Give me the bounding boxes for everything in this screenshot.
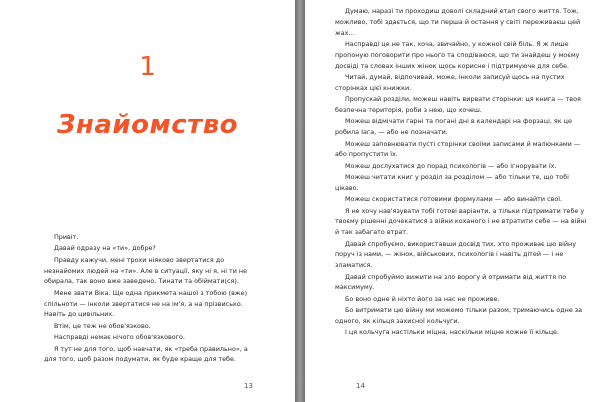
- left-page: [0, 0, 295, 402]
- paragraph: Я тут не для того, щоб навчати, як «треба правильно», а для того, щоб разом подумати, як буде краще для тебе.: [44, 344, 248, 364]
- paragraph: Можеш читати книг у розділ за розділом — або тільки те, що тобі цікаво.: [335, 173, 569, 192]
- paragraph: Давай одразу на «ти», добре?: [54, 244, 156, 253]
- paragraph: Я не хочу нав'язувати тобі готові варіанти, а тільки підтримати тебе у твоєму рішенні дочекатися з війни коханого і не втратити себе — на війні й так забагато втрат.: [335, 206, 587, 237]
- paragraph: Бо воно одне й ніхто його за нас не проживе.: [345, 294, 500, 303]
- paragraph: Пропускай розділи, можеш навіть вирвати сторінки: ця книга — твоя безпечна територія, роби з нею, що хочеш.: [335, 95, 581, 114]
- paragraph: Привіт.: [54, 233, 79, 241]
- paragraph: Можеш відмічати гарні та погані дні в календарі на форзаці, як це робила Іага, — або не позначати.: [335, 117, 572, 137]
- paragraph: Насправді немає нічого обов'язкового.: [54, 333, 185, 342]
- paragraph: Бо витримати цю війну ми можемо тільки разом, тримаючись одне за одного, як кільця захисної кольчуги.: [335, 306, 583, 326]
- paragraph: Правду кажучи, мені трохи ніяково звертатися до незнайомих людей на «ти». Але в ситуації, яку ні я, ні ти не обирала, так воно вже заведено. Тинати та обіймати(ся).: [44, 255, 248, 286]
- paragraph: Читай, думай, відпочивай, може, інколи записуй щось на пустих сторінках цієї книжки.: [335, 72, 565, 92]
- page-number: 13: [244, 382, 253, 390]
- left-page-body: [44, 232, 260, 366]
- paragraph: Думаю, наразі ти проходиш доволі складний етап свого життя. Тож, можливо, тобі здається, що ти перша й остання у світі переживаєш цей жах…: [335, 7, 581, 37]
- chapter-number: 1: [139, 52, 156, 82]
- paragraph: Давай спробуймо вижити на зло ворогу й отримати від життя по максимуму.: [335, 272, 567, 292]
- paragraph: Втім, це теж не обов'язково.: [54, 321, 151, 330]
- paragraph: Насправді це не так, хоча, звичайно, у кожної свій біль. Я ж лише пропоную поговорити про нього та сподіваюся, що ти знайдеш у моєму досвіді та словах інших жінок щось корисне і підтримуюче для себе.: [335, 39, 580, 70]
- paragraph: Можеш скористатися готовими формулами — або винайти свої.: [345, 195, 563, 204]
- paragraph: Мене звати Віка. Ще одна прикмета нашої з тобою (вже) спільноти — інколи звертатися не на ім'я, а на прізвисько. Навіть до цивільних.: [44, 288, 248, 319]
- paragraph: Давай спробуємо, використавши досвід тих, хто проживає цю війну поруч із нами, — жінок, військових, психологів і навіть дітей — і не зламатися.: [335, 239, 577, 270]
- page-number: 14: [356, 382, 365, 390]
- book-gutter: [295, 0, 305, 402]
- chapter-title: Знайомство: [56, 110, 239, 140]
- paragraph: І ця кольчуга настільки міцна, наскільки міцне кожне її кільце.: [345, 328, 560, 337]
- paragraph: Можеш дослухатися до порад психологів — або ігнорувати їх.: [345, 161, 557, 170]
- right-page-body: [335, 6, 587, 339]
- paragraph: Можеш заповнювати пусті сторінки своїми записами й малюнками — або пропустити їх.: [335, 139, 581, 159]
